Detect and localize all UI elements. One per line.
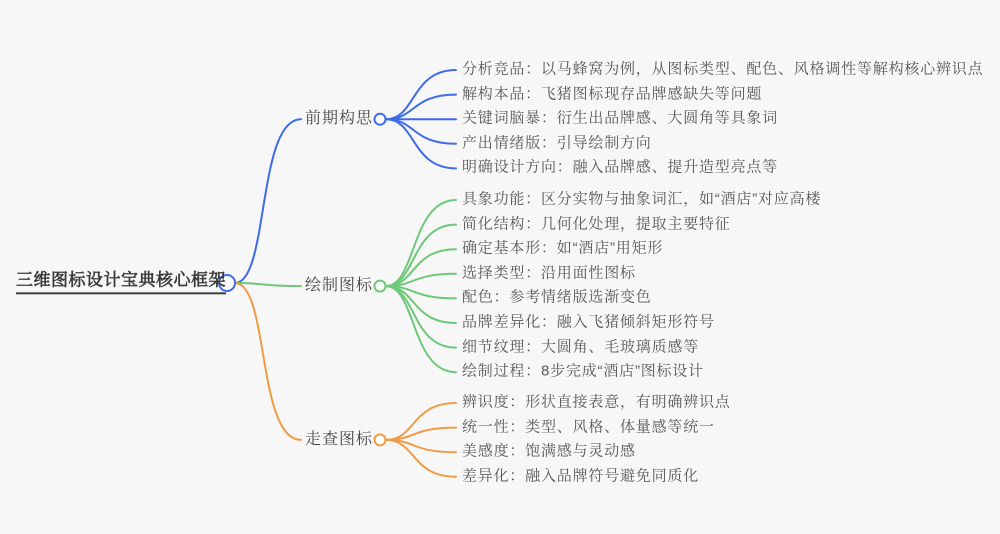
leaf-node-label[interactable]: 绘制过程：8步完成“酒店”图标设计 — [462, 362, 704, 380]
leaf-node-label[interactable]: 分析竞品：以马蜂窝为例，从图标类型、配色、风格调性等解构核心辨识点 — [462, 60, 984, 78]
branch-connector — [235, 283, 301, 286]
leaf-connector — [386, 225, 456, 287]
leaf-node-label[interactable]: 辨识度：形状直接表意，有明确辨识点 — [462, 393, 731, 411]
leaf-connector — [386, 95, 456, 120]
leaf-node-label[interactable]: 解构本品：飞猪图标现存品牌感缺失等问题 — [462, 85, 763, 103]
branch-node-label[interactable]: 前期构思 — [305, 110, 374, 128]
leaf-node-label[interactable]: 美感度：饱满感与灵动感 — [462, 442, 636, 460]
leaf-connector — [386, 286, 456, 348]
root-node-label[interactable]: 三维图标设计宝典核心框架 — [16, 270, 226, 294]
branch-connector — [235, 119, 301, 283]
leaf-node-label[interactable]: 细节纹理：大圆角、毛玻璃质感等 — [462, 338, 700, 356]
branch-connector — [235, 283, 301, 440]
branch-node-label[interactable]: 绘制图标 — [305, 277, 374, 295]
branch-node-label[interactable]: 走查图标 — [305, 430, 374, 448]
leaf-node-label[interactable]: 关键词脑暴：衍生出品牌感、大圆角等具象词 — [462, 109, 779, 127]
leaf-connector — [386, 119, 456, 144]
leaf-node-label[interactable]: 差异化：融入品牌符号避免同质化 — [462, 467, 700, 485]
leaf-node-label[interactable]: 产出情绪版：引导绘制方向 — [462, 134, 652, 152]
branch-node-handle[interactable] — [375, 114, 386, 125]
leaf-node-label[interactable]: 统一性：类型、风格、体量感等统一 — [462, 418, 715, 436]
branch-node-handle[interactable] — [375, 281, 386, 292]
leaf-node-label[interactable]: 明确设计方向：融入品牌感、提升造型亮点等 — [462, 159, 779, 177]
leaf-node-label[interactable]: 简化结构：几何化处理，提取主要特征 — [462, 215, 731, 233]
leaf-node-label[interactable]: 选择类型：沿用面性图标 — [462, 264, 636, 282]
leaf-node-label[interactable]: 配色：参考情绪版选渐变色 — [462, 289, 652, 307]
leaf-node-label[interactable]: 确定基本形：如“酒店”用矩形 — [462, 239, 664, 257]
branch-node-handle[interactable] — [375, 434, 386, 445]
leaf-connector — [386, 440, 456, 477]
leaf-node-label[interactable]: 具象功能：区分实物与抽象词汇，如“酒店”对应高楼 — [462, 190, 822, 208]
leaf-node-label[interactable]: 品牌差异化：融入飞猪倾斜矩形符号 — [462, 313, 715, 331]
leaf-connector — [386, 403, 456, 440]
